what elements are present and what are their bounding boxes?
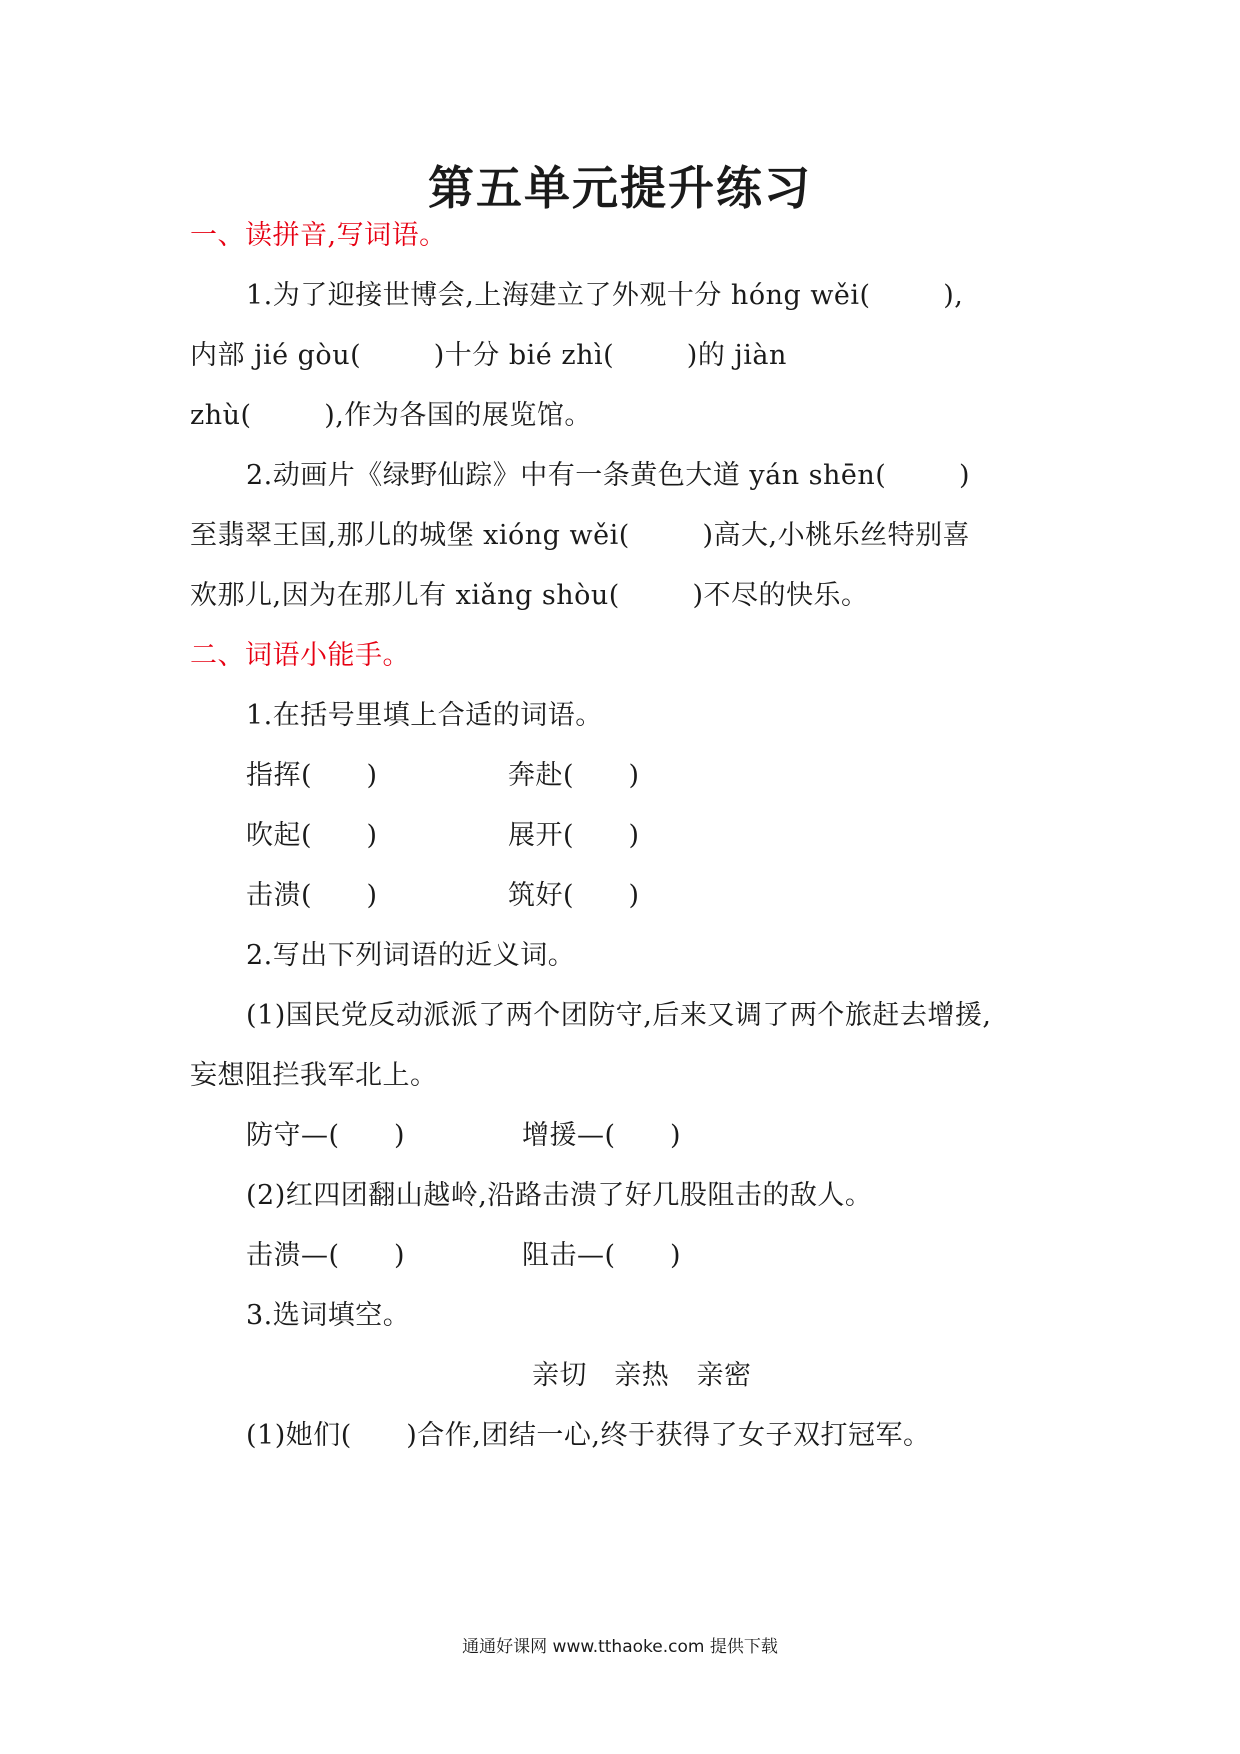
question-text: 3.选词填空。 xyxy=(246,1300,411,1331)
fill-item: 击溃( ) xyxy=(246,880,378,911)
fill-item: 击溃—( ) xyxy=(246,1240,406,1271)
question-text: 2.动画片《绿野仙踪》中有一条黄色大道 yán shēn( ) xyxy=(246,460,971,491)
fill-item: 增援—( ) xyxy=(522,1120,682,1151)
fill-item: 阻击—( ) xyxy=(522,1240,682,1271)
fill-item: 筑好( ) xyxy=(508,880,640,911)
question-text: 欢那儿,因为在那儿有 xiǎng shòu( )不尽的快乐。 xyxy=(190,580,869,611)
question-text: (2)红四团翻山越岭,沿路击溃了好几股阻击的敌人。 xyxy=(246,1180,873,1211)
fill-item: 防守—( ) xyxy=(246,1120,406,1151)
fill-item: 吹起( ) xyxy=(246,820,378,851)
fill-item: 指挥( ) xyxy=(246,760,378,791)
word-bank: 亲切 亲热 亲密 xyxy=(532,1360,752,1391)
section-heading: 一、读拼音,写词语。 xyxy=(190,220,447,251)
page-footer: 通通好课网 www.tthaoke.com 提供下载 xyxy=(462,1637,778,1657)
question-text: 妄想阻拦我军北上。 xyxy=(190,1060,438,1091)
question-text: 1.在括号里填上合适的词语。 xyxy=(246,700,603,731)
question-text: 1.为了迎接世博会,上海建立了外观十分 hóng wěi( ), xyxy=(246,280,964,311)
question-text: (1)她们( )合作,团结一心,终于获得了女子双打冠军。 xyxy=(246,1420,931,1451)
page-title: 第五单元提升练习 xyxy=(428,161,812,215)
fill-item: 奔赴( ) xyxy=(508,760,640,791)
question-text: 2.写出下列词语的近义词。 xyxy=(246,940,576,971)
fill-item: 展开( ) xyxy=(508,820,640,851)
question-text: 至翡翠王国,那儿的城堡 xióng wěi( )高大,小桃乐丝特别喜 xyxy=(190,520,971,551)
question-text: zhù( ),作为各国的展览馆。 xyxy=(190,400,592,431)
question-text: (1)国民党反动派派了两个团防守,后来又调了两个旅赶去增援, xyxy=(246,1000,992,1031)
section-heading: 二、词语小能手。 xyxy=(190,640,410,671)
question-text: 内部 jié gòu( )十分 bié zhì( )的 jiàn xyxy=(190,340,787,371)
